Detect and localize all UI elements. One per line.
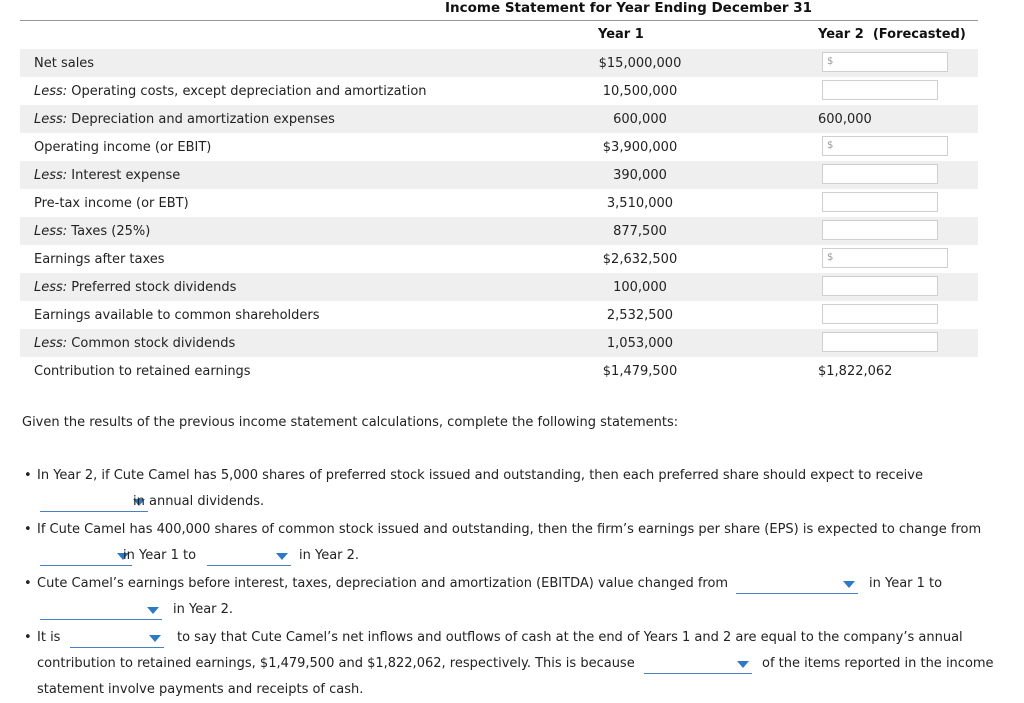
currency-symbol: $ — [827, 56, 834, 67]
table-row — [20, 273, 978, 301]
row-label: Pre-tax income (or EBT) — [34, 196, 189, 211]
eps-year1-dropdown[interactable] — [40, 546, 132, 566]
ebit-year2-input[interactable] — [822, 136, 948, 156]
chevron-down-icon — [276, 553, 288, 560]
statement-2 — [24, 517, 1014, 569]
row-label: Operating income (or EBIT) — [34, 140, 212, 155]
is-accurate-dropdown[interactable] — [70, 628, 164, 648]
operating-costs-year2-input[interactable] — [822, 80, 938, 100]
year1-value: 100,000 — [613, 280, 667, 295]
currency-symbol: $ — [827, 140, 834, 151]
row-label: Net sales — [34, 56, 95, 71]
statement-title: Income Statement for Year Ending December 31 — [445, 0, 813, 16]
instructions-text: Given the results of the previous income statement calculations, complete the following statements: — [22, 415, 679, 430]
year1-value: $2,632,500 — [602, 252, 678, 267]
year1-value: 3,510,000 — [606, 196, 674, 211]
statement-1 — [24, 463, 1014, 515]
table-row — [20, 329, 978, 357]
ebitda-year1-dropdown[interactable] — [736, 574, 858, 594]
row-label: Less: Preferred stock dividends — [34, 280, 237, 295]
row-label: Earnings after taxes — [34, 252, 165, 267]
row-label: Less: Operating costs, except depreciation and amortization — [34, 84, 427, 99]
table-row — [20, 133, 978, 161]
table-row — [20, 301, 978, 329]
year1-value: 1,053,000 — [606, 336, 674, 351]
header-divider — [20, 20, 978, 21]
statement-text: in Year 1 to — [123, 548, 197, 563]
statement-text: It is — [37, 630, 61, 645]
year2-column-header: Year 2 (Forecasted) — [818, 27, 966, 42]
row-label: Less: Interest expense — [34, 168, 181, 183]
earnings-available-common-year2-input[interactable] — [822, 304, 938, 324]
row-label: Less: Depreciation and amortization expenses — [34, 112, 335, 127]
statement-text: of the items reported in the income — [762, 656, 994, 671]
table-row — [20, 161, 978, 189]
table-row — [20, 217, 978, 245]
common-dividends-year2-input[interactable] — [822, 332, 938, 352]
ebitda-year2-dropdown[interactable] — [40, 600, 162, 620]
chevron-down-icon — [149, 635, 161, 642]
year1-column-header: Year 1 — [598, 27, 644, 42]
year1-value: 600,000 — [613, 112, 667, 127]
statement-4 — [24, 625, 1014, 703]
currency-symbol: $ — [827, 252, 834, 263]
statement-text: in annual dividends. — [133, 494, 265, 509]
statement-text: statement involve payments and receipts of cash. — [37, 682, 364, 697]
year1-value: 10,500,000 — [602, 84, 678, 99]
table-row — [20, 189, 978, 217]
row-label: Less: Common stock dividends — [34, 336, 236, 351]
statement-3 — [24, 571, 1014, 623]
preferred-dividend-per-share-dropdown[interactable] — [40, 492, 148, 512]
chevron-down-icon — [843, 581, 855, 588]
year2-value: 600,000 — [818, 112, 872, 127]
table-row — [20, 49, 978, 77]
year1-value: $15,000,000 — [598, 56, 682, 71]
statement-text: In Year 2, if Cute Camel has 5,000 shares of preferred stock issued and outstanding, then each preferred share should expect to receive — [37, 468, 923, 483]
taxes-year2-input[interactable] — [822, 220, 938, 240]
earnings-after-taxes-year2-input[interactable] — [822, 248, 948, 268]
statement-text: contribution to retained earnings, $1,479,500 and $1,822,062, respectively. This is because — [37, 656, 635, 671]
row-label: Contribution to retained earnings — [34, 364, 251, 379]
year1-value: $3,900,000 — [602, 140, 678, 155]
row-label: Earnings available to common shareholders — [34, 308, 320, 323]
chevron-down-icon — [147, 607, 159, 614]
statement-text: Cute Camel’s earnings before interest, taxes, depreciation and amortization (EBITDA) value changed from — [37, 576, 729, 591]
ebt-year2-input[interactable] — [822, 192, 938, 212]
table-row — [20, 245, 978, 273]
income-statement-table — [20, 49, 978, 385]
bullet: • — [24, 576, 32, 591]
items-proportion-dropdown[interactable] — [644, 654, 752, 674]
interest-expense-year2-input[interactable] — [822, 164, 938, 184]
table-row — [20, 357, 978, 385]
table-row — [20, 77, 978, 105]
statement-text: in Year 2. — [173, 602, 234, 617]
statement-text: in Year 1 to — [869, 576, 943, 591]
bullet: • — [24, 468, 32, 483]
year1-value: 877,500 — [613, 224, 667, 239]
chevron-down-icon — [737, 661, 749, 668]
statement-text: to say that Cute Camel’s net inflows and outflows of cash at the end of Years 1 and 2 are equal to the company’s annual — [177, 630, 963, 645]
eps-year2-dropdown[interactable] — [207, 546, 291, 566]
table-row — [20, 105, 978, 133]
row-label: Less: Taxes (25%) — [34, 224, 151, 239]
statement-text: If Cute Camel has 400,000 shares of common stock issued and outstanding, then the firm’s earnings per share (EPS) is expected to change from — [37, 522, 982, 537]
bullet: • — [24, 630, 32, 645]
year1-value: 390,000 — [613, 168, 667, 183]
year1-value: 2,532,500 — [606, 308, 674, 323]
year2-value: $1,822,062 — [818, 364, 893, 379]
preferred-dividends-year2-input[interactable] — [822, 276, 938, 296]
year1-value: $1,479,500 — [602, 364, 678, 379]
statement-text: in Year 2. — [299, 548, 360, 563]
bullet: • — [24, 522, 32, 537]
net-sales-year2-input[interactable] — [822, 52, 948, 72]
